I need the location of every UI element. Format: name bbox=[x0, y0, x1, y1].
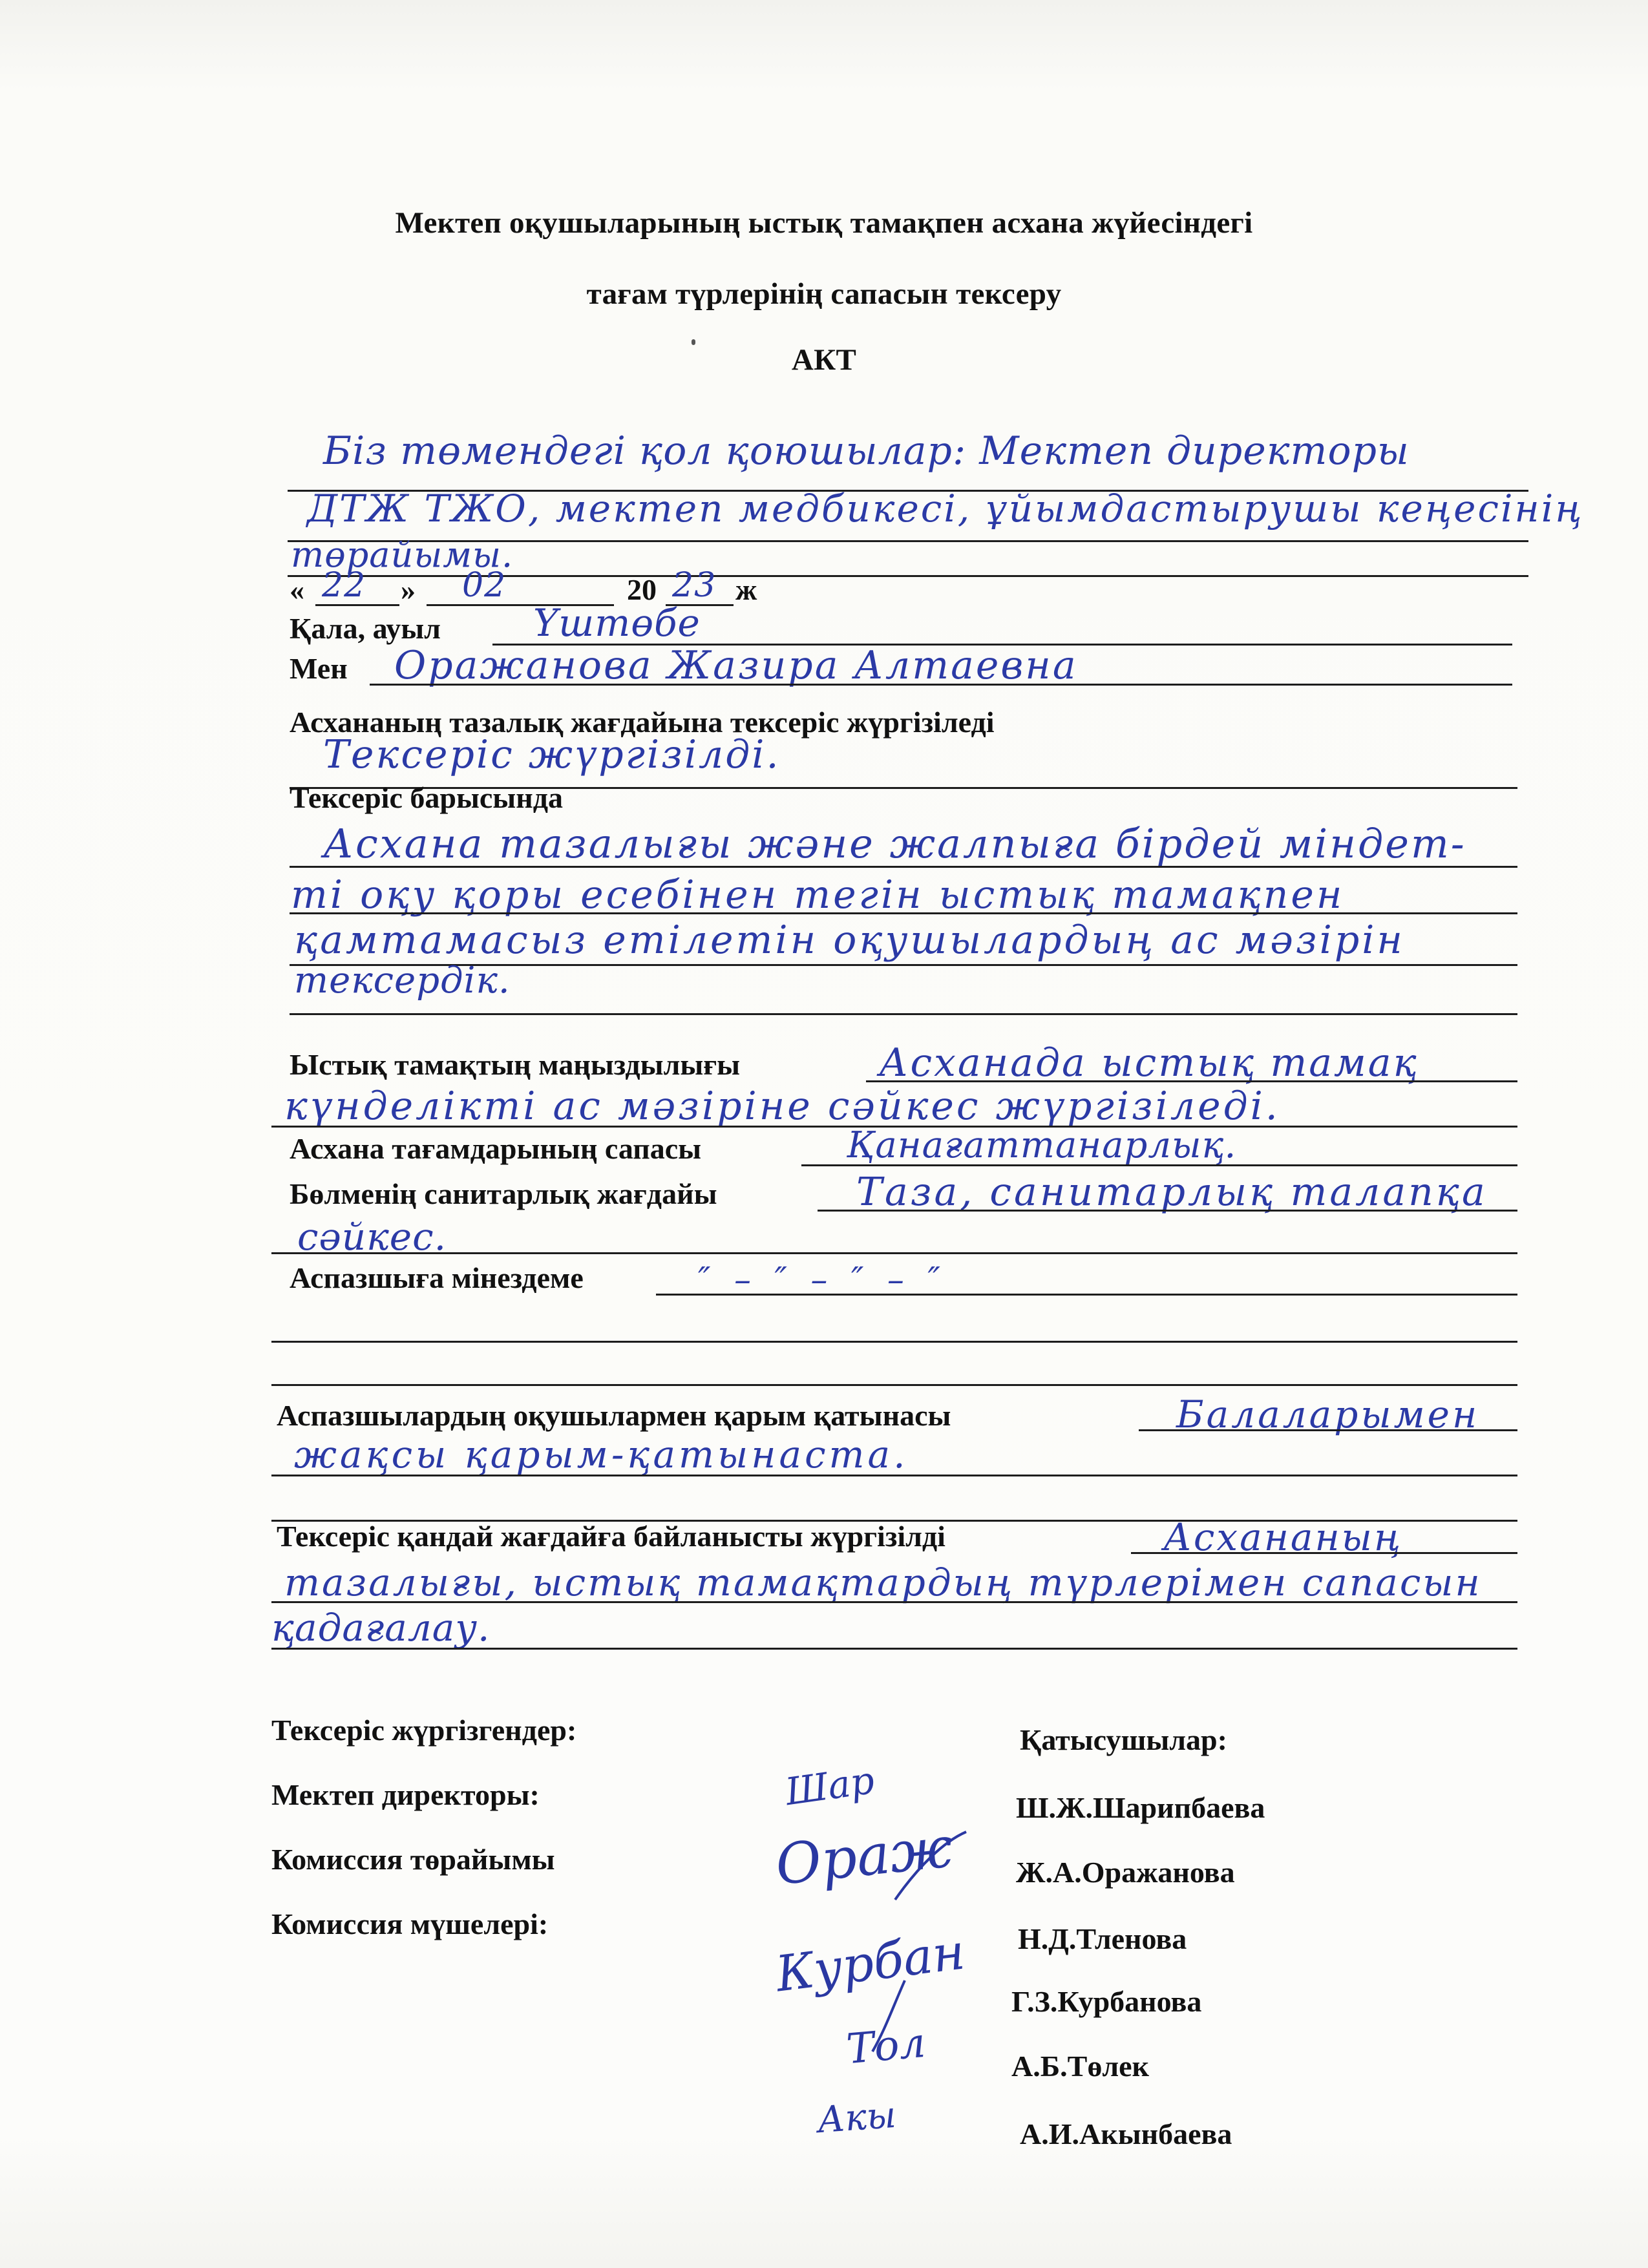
hot-meal-label: Ыстық тамақтың маңыздылығы bbox=[290, 1048, 741, 1081]
date-month: 02 bbox=[462, 566, 507, 605]
participant-name: Н.Д.Тленова bbox=[1018, 1922, 1187, 1955]
during-line-4: тексердік. bbox=[294, 960, 511, 1002]
reason-rule-2 bbox=[271, 1601, 1517, 1603]
relations-rule-1 bbox=[1139, 1429, 1517, 1431]
cook-label: Аспазшыға мінездеме bbox=[290, 1261, 584, 1294]
reason-rule-1 bbox=[1131, 1552, 1517, 1554]
reason-line-1: Асхананың bbox=[1163, 1515, 1403, 1559]
date-day-rule bbox=[315, 604, 399, 606]
quality-value: Қанағаттанарлық. bbox=[847, 1124, 1237, 1166]
during-line-2: ті оқу қоры есебінен тегін ыстық тамақпен bbox=[291, 872, 1345, 918]
reason-rule-3 bbox=[271, 1648, 1517, 1650]
reason-label: Тексеріс қандай жағдайға байланысты жүргізілді bbox=[277, 1520, 945, 1553]
document-title-line-1: Мектеп оқушыларының ыстық тамақпен асхана жүйесіндегі bbox=[395, 206, 1253, 240]
date-day: 22 bbox=[322, 566, 366, 605]
me-label: Мен bbox=[290, 652, 348, 685]
document-title-line-2: тағам түрлерінің сапасын тексеру bbox=[586, 277, 1062, 311]
sanitary-rule-1 bbox=[818, 1210, 1517, 1212]
cook-rule-3 bbox=[271, 1384, 1517, 1386]
hot-meal-rule-1 bbox=[866, 1080, 1517, 1082]
sanitary-line-1: Таза, санитарлық талапқа bbox=[856, 1170, 1488, 1215]
participant-name: Г.З.Курбанова bbox=[1011, 1985, 1202, 2018]
cook-rule-2 bbox=[271, 1341, 1517, 1343]
hot-meal-line-2: күнделікті ас мәзіріне сәйкес жүргізіледі. bbox=[284, 1084, 1280, 1129]
during-rule-1 bbox=[290, 866, 1517, 868]
sanitary-rule-2 bbox=[271, 1252, 1517, 1254]
relations-line-2: жақсы қарым-қатынаста. bbox=[294, 1433, 909, 1476]
date-year-mark: ж bbox=[735, 573, 757, 606]
intro-line-1: Біз төмендегі қол қоюшылар: Мектеп директоры bbox=[323, 428, 1410, 474]
during-label: Тексеріс барысында bbox=[290, 781, 563, 814]
relations-line-1: Балаларымен bbox=[1176, 1392, 1480, 1436]
intro-line-3: төрайымы. bbox=[291, 534, 514, 575]
during-rule-4 bbox=[290, 1013, 1517, 1015]
canteen-check-value: Тексеріс жүргізілді. bbox=[323, 732, 781, 777]
date-year-prefix: 20 bbox=[627, 573, 657, 606]
canteen-check-label: Асхананың тазалық жағдайына тексеріс жүргізіледі bbox=[290, 706, 995, 739]
reason-line-3: қадағалау. bbox=[271, 1606, 491, 1650]
sanitary-line-2: сәйкес. bbox=[297, 1215, 447, 1259]
cook-rule-1 bbox=[656, 1294, 1517, 1296]
quality-label: Асхана тағамдарының сапасы bbox=[290, 1132, 702, 1165]
date-open-quote: « bbox=[290, 573, 304, 606]
relations-label: Аспазшылардың оқушылармен қарым қатынасы bbox=[277, 1399, 951, 1432]
signature-chair: Ораж bbox=[772, 1814, 956, 1898]
quality-rule bbox=[801, 1164, 1517, 1166]
city-label: Қала, ауыл bbox=[290, 612, 441, 645]
me-rule bbox=[370, 684, 1512, 686]
relations-rule-2 bbox=[271, 1475, 1517, 1476]
participant-name: А.Б.Төлек bbox=[1011, 2050, 1150, 2083]
participant-name: А.И.Акынбаева bbox=[1020, 2117, 1232, 2150]
signature-member-1: Курбан bbox=[772, 1922, 968, 2003]
hot-meal-line-1: Асханада ыстық тамақ bbox=[879, 1040, 1419, 1086]
participant-name: Ш.Ж.Шарипбаева bbox=[1016, 1791, 1265, 1824]
sanitary-label: Бөлменің санитарлық жағдайы bbox=[290, 1177, 717, 1210]
during-line-1: Асхана тазалығы және жалпыға бірдей міндет- bbox=[323, 820, 1466, 867]
reason-line-2: тазалығы, ыстық тамақтардың түрлерімен сапасын bbox=[284, 1560, 1482, 1604]
chair-label: Комиссия төрайымы bbox=[271, 1843, 555, 1876]
city-value: Үштөбе bbox=[533, 601, 701, 645]
cook-value: ″ – ″ – ″ – ″ bbox=[698, 1261, 947, 1299]
date-close-quote: » bbox=[401, 573, 416, 606]
signature-member-3: Акы bbox=[816, 2094, 898, 2142]
participants-label: Қатысушылар: bbox=[1020, 1723, 1227, 1756]
signature-flourish bbox=[892, 1829, 969, 1906]
ink-speck bbox=[692, 339, 695, 345]
signature-director: Шар bbox=[782, 1758, 877, 1814]
signature-member-2: Тол bbox=[845, 2019, 927, 2074]
document-title-act: АКТ bbox=[791, 343, 857, 377]
during-rule-2 bbox=[290, 912, 1517, 914]
date-year-suffix: 23 bbox=[672, 566, 717, 605]
inspectors-label: Тексеріс жүргізгендер: bbox=[271, 1714, 577, 1747]
director-label: Мектеп директоры: bbox=[271, 1778, 540, 1811]
me-value: Оражанова Жазира Алтаевна bbox=[394, 643, 1078, 688]
during-line-3: қамтамасыз етілетін оқушылардың ас мәзірін bbox=[294, 918, 1405, 963]
intro-line-2: ДТЖ ТЖО, мектеп медбикесі, ұйымдастырушы кеңесінің bbox=[307, 487, 1584, 530]
participant-name: Ж.А.Оражанова bbox=[1016, 1856, 1235, 1889]
members-label: Комиссия мүшелері: bbox=[271, 1907, 549, 1940]
